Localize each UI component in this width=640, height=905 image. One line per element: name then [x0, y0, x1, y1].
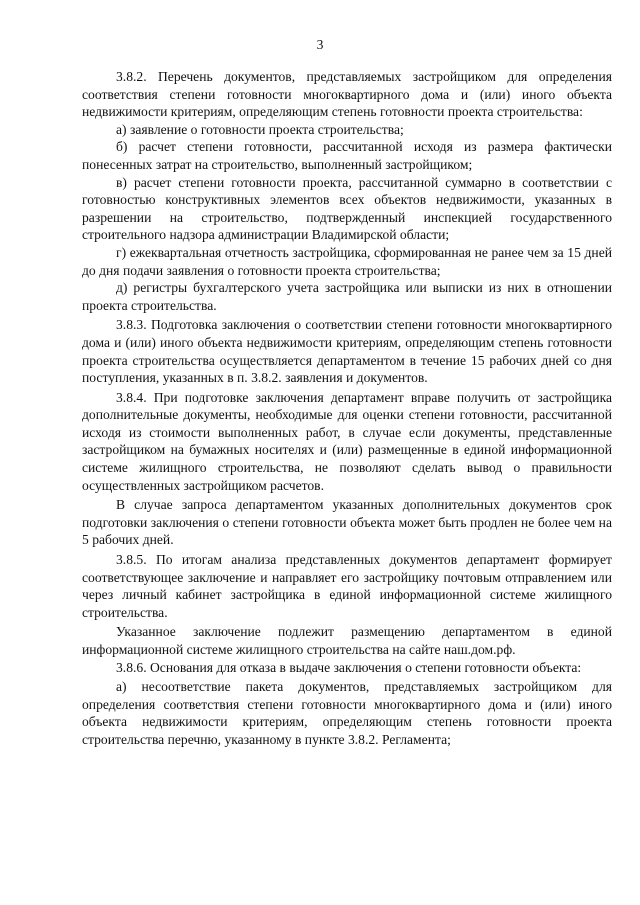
paragraph-3-8-5: 3.8.5. По итогам анализа представленных документов департамент формирует соответствующее заключение и направляет его застройщику почтовым отправлением или через личный кабинет застройщика в единой информационной системе жилищного строительства.	[82, 552, 612, 620]
list-item-v: в) расчет степени готовности проекта, рассчитанной суммарно в соответствии с готовностью конструктивных элементов всех объектов недвижимости, указанных в разрешении на строительство, подтвержденный инспекцией государственного строительного надзора администрации Владимирской области;	[82, 174, 612, 243]
paragraph-extension: В случае запроса департаментом указанных дополнительных документов срок подготовки заключения о степени готовности объекта может быть продлен не более чем на 5 рабочих дней.	[82, 497, 612, 548]
list-item-a: а) заявление о готовности проекта строительства;	[116, 121, 404, 137]
document-body	[82, 68, 612, 749]
paragraph-publication: Указанное заключение подлежит размещению департаментом в единой информационной системе жилищного строительства на сайте наш.дом.рф.	[82, 624, 612, 657]
paragraph-3-8-3: 3.8.3. Подготовка заключения о соответствии степени готовности многоквартирного дома и (или) иного объекта недвижимости критериям, определяющим степень готовности проекта строительства осуществляется департаментом в течение 15 рабочих дней со дня поступления, указанных в п. 3.8.2. заявления и документов.	[82, 317, 612, 386]
list-item-g: г) ежеквартальная отчетность застройщика, сформированная не ранее чем за 15 дней до дня подачи заявления о готовности проекта строительства;	[82, 244, 612, 278]
list-item-d: д) регистры бухгалтерского учета застройщика или выписки из них в отношении проекта строительства.	[82, 280, 612, 313]
list-item-b: б) расчет степени готовности, рассчитанной исходя из размера фактически понесенных затрат на строительство, выполненный застройщиком;	[82, 139, 612, 172]
paragraph-3-8-4: 3.8.4. При подготовке заключения департамент вправе получить от застройщика дополнительные документы, необходимые для оценки степени готовности, рассчитанной исходя из стоимости выполненных работ, в случае если документы, представленные застройщиком на бумажных носителях и (или) размещенные в единой информационной системе жилищного строительства, не позволяют сделать вывод о правильности осуществленных застройщиком расчетов.	[82, 389, 612, 493]
paragraph-3-8-6: 3.8.6. Основания для отказа в выдаче заключения о степени готовности объекта:	[116, 659, 582, 675]
page-number: 3	[316, 37, 324, 52]
refusal-item-a: а) несоответствие пакета документов, представляемых застройщиком для определения соответствия степени готовности многоквартирного дома и (или) иного объекта недвижимости критериям, определяющим степень готовности проекта строительства перечню, указанному в пункте 3.8.2. Регламента;	[82, 679, 612, 747]
paragraph-3-8-2: 3.8.2. Перечень документов, представляемых застройщиком для определения соответствия степени готовности многоквартирного дома и (или) иного объекта недвижимости критериям, определяющим степень готовности проекта строительства:	[82, 69, 612, 120]
